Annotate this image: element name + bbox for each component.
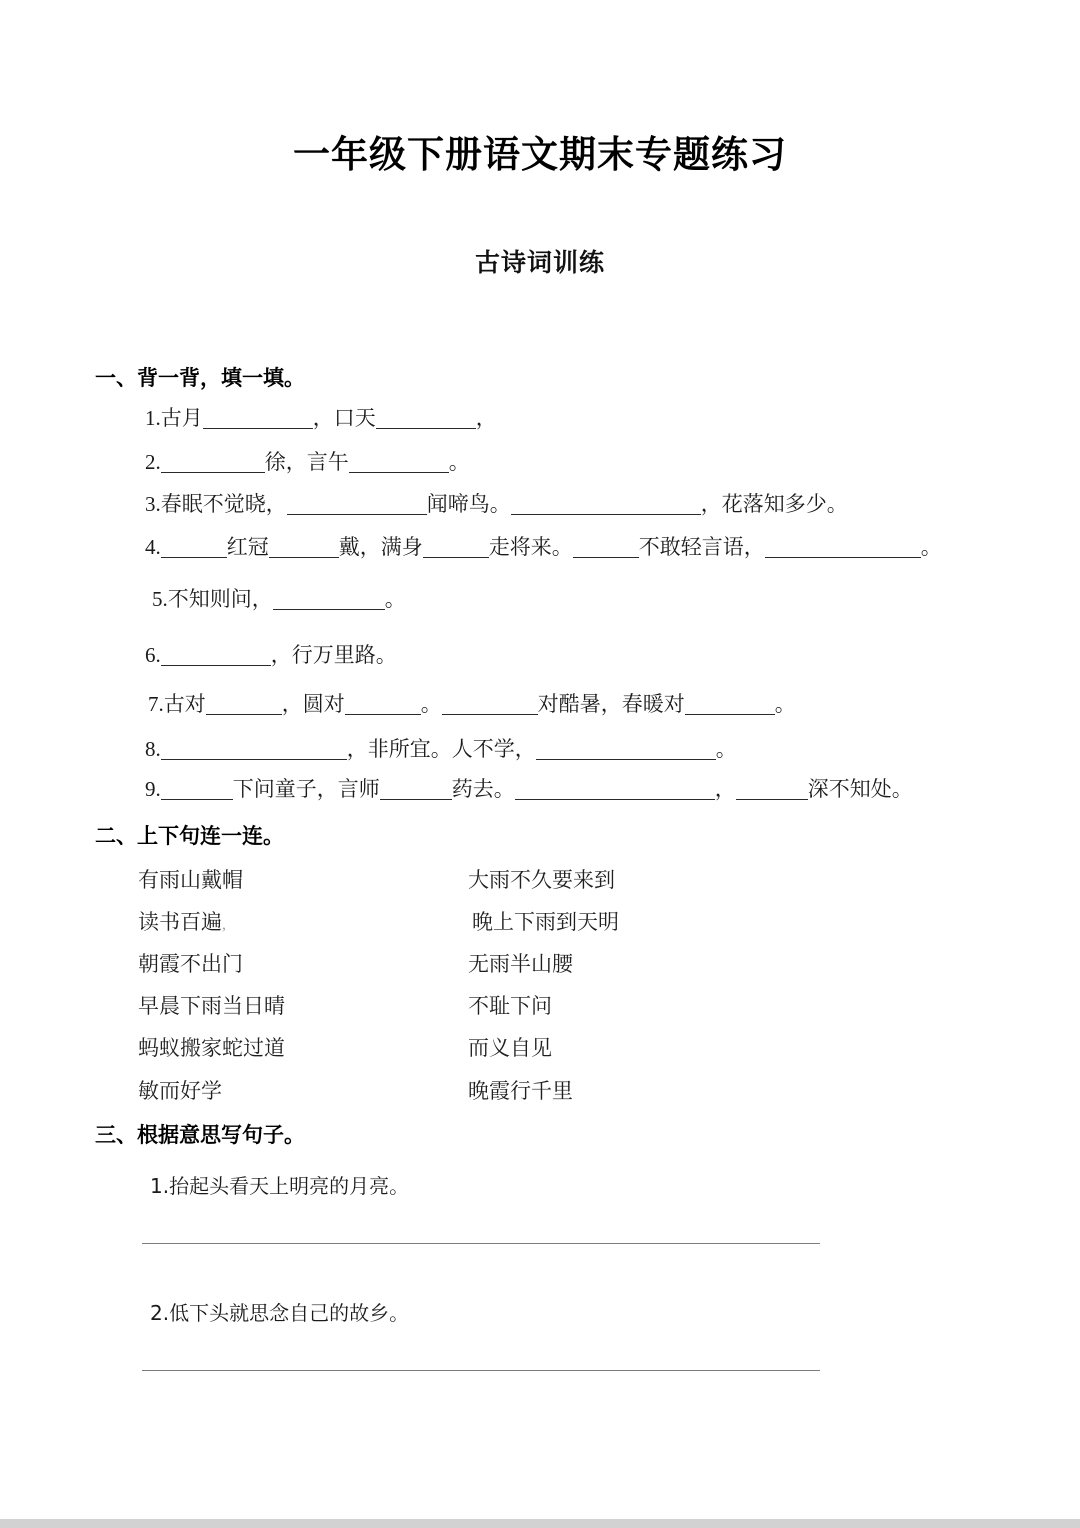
- answer-blank[interactable]: [380, 779, 452, 800]
- question-text: 。: [384, 587, 406, 612]
- answer-blank[interactable]: [161, 779, 233, 800]
- answer-blank[interactable]: [573, 537, 639, 558]
- question-text: 下问童子，言师: [232, 777, 380, 802]
- match-right-item[interactable]: 大雨不久要来到: [468, 868, 615, 892]
- question-1-1: [145, 408, 497, 429]
- question-1-2: [145, 452, 470, 473]
- page-subtitle: 古诗词训练: [474, 250, 605, 277]
- question-text: 不敢轻言语，: [638, 535, 765, 560]
- question-1-9: [145, 779, 913, 800]
- question-text: 。: [448, 450, 470, 475]
- question-number: 9.: [145, 777, 161, 802]
- answer-line[interactable]: [142, 1370, 820, 1371]
- question-text: 春眠不觉晓，: [160, 492, 287, 517]
- question-number: 2.: [145, 450, 161, 475]
- match-left-item[interactable]: [138, 906, 226, 936]
- match-left-item[interactable]: 敏而好学: [138, 1079, 222, 1103]
- section-two-heading: 二、上下句连一连。: [95, 824, 284, 848]
- match-right-item[interactable]: 晚霞行千里: [468, 1079, 573, 1103]
- answer-blank[interactable]: [736, 779, 808, 800]
- question-text: 闻啼鸟。: [426, 492, 511, 517]
- answer-line[interactable]: [142, 1243, 820, 1244]
- match-left-label: 读书百遍: [138, 910, 222, 934]
- question-1-8: [145, 739, 737, 760]
- question-text: 。: [774, 692, 796, 717]
- question-text: 对酷暑，春暖对: [537, 692, 685, 717]
- question-1-6: [145, 645, 397, 666]
- question-1-7: [148, 694, 796, 715]
- answer-blank[interactable]: [206, 694, 282, 715]
- answer-blank[interactable]: [515, 779, 715, 800]
- answer-blank[interactable]: [765, 537, 921, 558]
- question-text: ，圆对: [281, 692, 345, 717]
- answer-blank[interactable]: [161, 452, 265, 473]
- question-text: 药去。: [451, 777, 515, 802]
- answer-blank[interactable]: [442, 694, 538, 715]
- question-text: 古对: [163, 692, 206, 717]
- answer-blank[interactable]: [536, 739, 716, 760]
- question-text: 不知则问，: [167, 587, 273, 612]
- answer-blank[interactable]: [511, 494, 701, 515]
- question-number: 6.: [145, 643, 161, 668]
- match-left-item[interactable]: 朝霞不出门: [138, 952, 243, 976]
- match-right-item[interactable]: 晚上下雨到天明: [472, 910, 619, 934]
- question-text: 。: [920, 535, 942, 560]
- question-text: ，: [475, 406, 497, 431]
- question-text: 走将来。: [488, 535, 573, 560]
- question-number: 1.: [145, 406, 161, 431]
- question-text: ，行万里路。: [270, 643, 397, 668]
- question-1-3: [145, 494, 848, 515]
- question-text: 。: [420, 692, 442, 717]
- match-left-item[interactable]: 蚂蚁搬家蛇过道: [138, 1036, 285, 1060]
- question-1-4: [145, 537, 942, 558]
- match-right-item[interactable]: 无雨半山腰: [468, 952, 573, 976]
- answer-blank[interactable]: [269, 537, 339, 558]
- match-left-item[interactable]: 早晨下雨当日晴: [138, 994, 285, 1018]
- question-text: ，花落知多少。: [700, 492, 848, 517]
- page-title: 一年级下册语文期末专题练习: [293, 133, 787, 176]
- answer-blank[interactable]: [161, 537, 227, 558]
- question-text: 深不知处。: [807, 777, 913, 802]
- question-1-5: [152, 589, 406, 610]
- answer-blank[interactable]: [685, 694, 775, 715]
- answer-blank[interactable]: [161, 739, 347, 760]
- section-three-heading: 三、根据意思写句子。: [95, 1123, 305, 1147]
- answer-blank[interactable]: [376, 408, 476, 429]
- question-text: ，非所宜。人不学，: [346, 737, 536, 762]
- answer-blank[interactable]: [203, 408, 313, 429]
- match-right-item[interactable]: 不耻下问: [468, 994, 552, 1018]
- question-number: 5.: [152, 587, 168, 612]
- stray-comma-artifact: ,: [222, 916, 226, 933]
- question-text: 戴，满身: [338, 535, 423, 560]
- question-text: ，: [714, 777, 736, 802]
- question-number: 8.: [145, 737, 161, 762]
- question-number: 4.: [145, 535, 161, 560]
- question-text: 。: [715, 737, 737, 762]
- question-number: 7.: [148, 692, 164, 717]
- section-one-heading: 一、背一背，填一填。: [95, 366, 305, 390]
- section-three-question-1: 1.抬起头看天上明亮的月亮。: [150, 1174, 410, 1198]
- question-text: 古月: [160, 406, 203, 431]
- match-right-item[interactable]: 而义自见: [468, 1036, 552, 1060]
- answer-blank[interactable]: [345, 694, 421, 715]
- page-bottom-edge: [0, 1519, 1080, 1528]
- answer-blank[interactable]: [349, 452, 449, 473]
- answer-blank[interactable]: [273, 589, 385, 610]
- answer-blank[interactable]: [423, 537, 489, 558]
- question-text: ，口天: [312, 406, 376, 431]
- match-left-item[interactable]: 有雨山戴帽: [138, 868, 243, 892]
- answer-blank[interactable]: [161, 645, 271, 666]
- question-text: 徐，言午: [264, 450, 349, 475]
- section-three-question-2: 2.低下头就思念自己的故乡。: [150, 1301, 410, 1325]
- question-number: 3.: [145, 492, 161, 517]
- question-text: 红冠: [226, 535, 269, 560]
- answer-blank[interactable]: [287, 494, 427, 515]
